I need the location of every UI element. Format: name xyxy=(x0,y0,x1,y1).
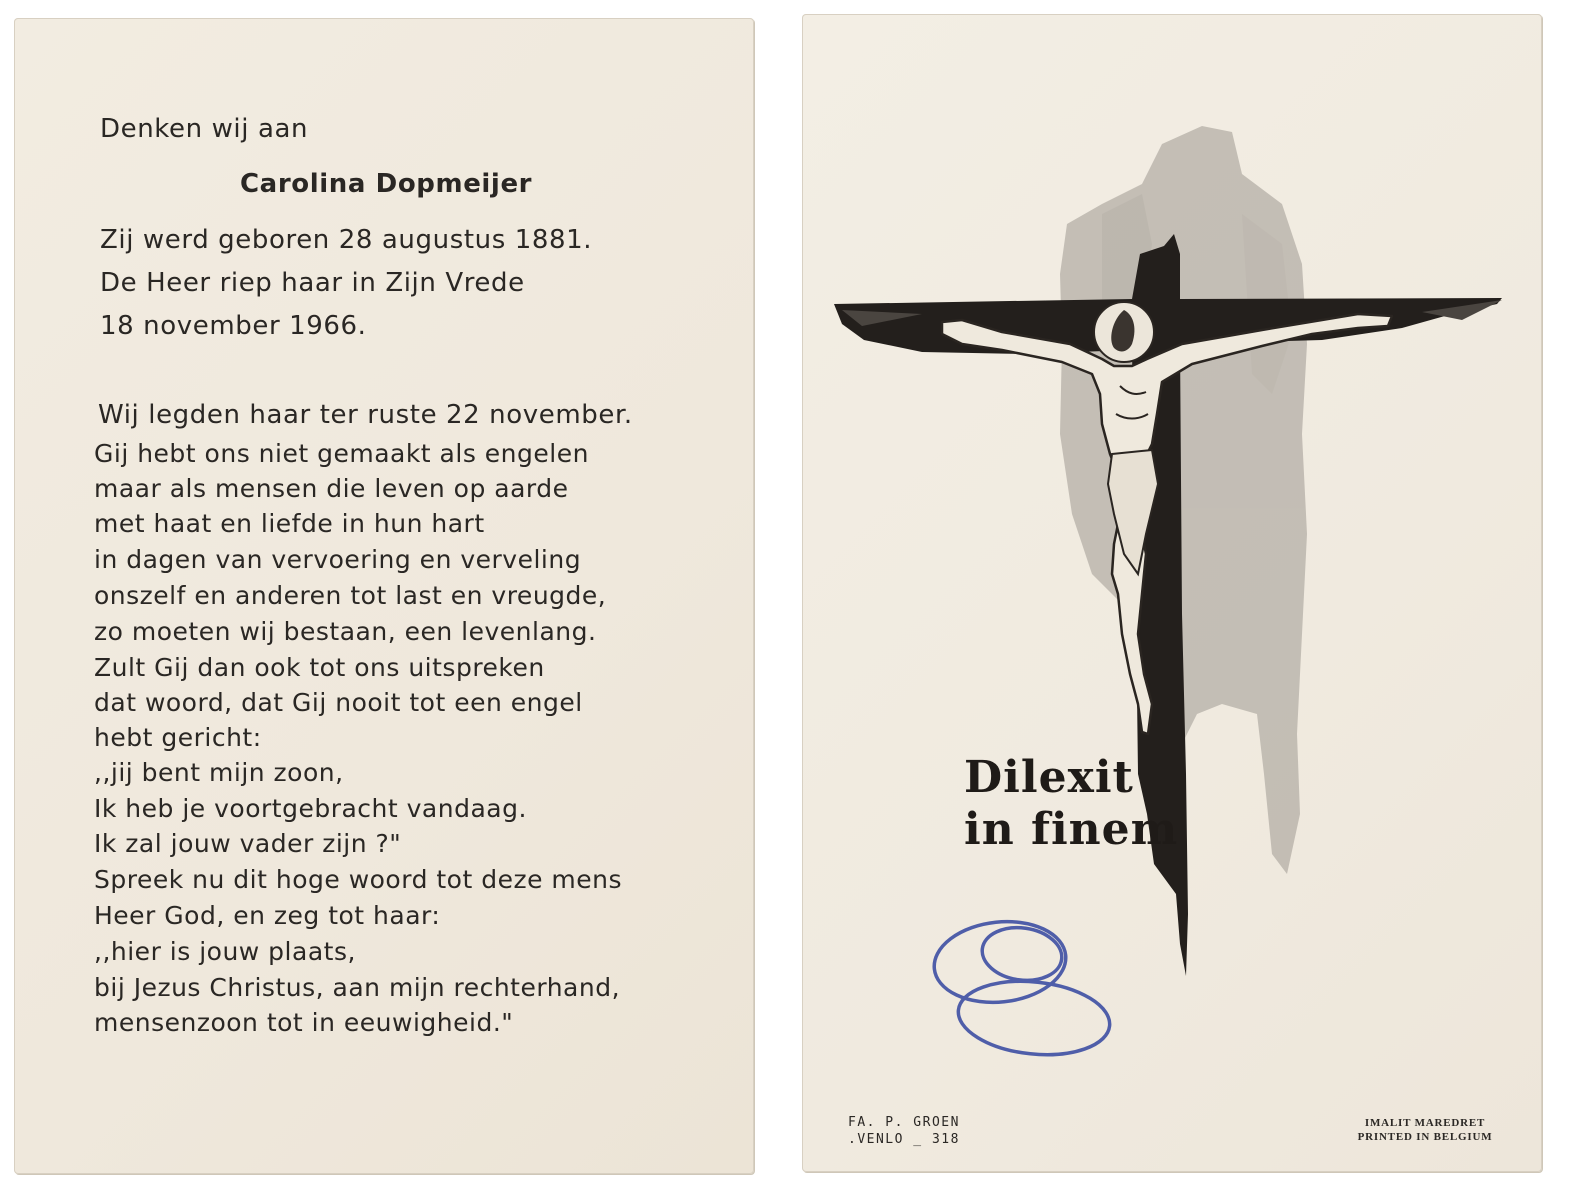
verse-line: onszelf en anderen tot last en vreugde, xyxy=(94,581,607,610)
blue-pen-scribble xyxy=(930,915,1113,1061)
memorial-card-text-side xyxy=(14,18,754,1174)
verse-line: mensenzoon tot in eeuwigheid." xyxy=(94,1008,514,1037)
verse-line: in dagen van vervoering en verveling xyxy=(94,545,582,574)
verse-line: Spreek nu dit hoge woord tot deze mens xyxy=(94,865,623,894)
verse-line: Ik heb je voortgebracht vandaag. xyxy=(94,794,527,823)
verse-line: Gij hebt ons niet gemaakt als engelen xyxy=(94,439,589,468)
verse-block xyxy=(94,439,734,1059)
printer-right-line1: IMALIT MAREDRET xyxy=(1364,1117,1486,1129)
intro-text: Denken wij aan xyxy=(100,114,309,144)
printer-right-line2: PRINTED IN BELGIUM xyxy=(1357,1131,1493,1143)
printer-left-line1: FA. P. GROEN xyxy=(848,1115,960,1130)
memorial-card-image-side xyxy=(802,14,1542,1172)
verse-line: Ik zal jouw vader zijn ?" xyxy=(94,829,402,858)
verse-line: Zult Gij dan ook tot ons uitspreken xyxy=(94,653,545,682)
verse-line: bij Jezus Christus, aan mijn rechterhand, xyxy=(94,973,621,1002)
death-line-1: De Heer riep haar in Zijn Vrede xyxy=(100,268,525,298)
cross xyxy=(834,234,1502,976)
verse-line: met haat en liefde in hun hart xyxy=(94,509,485,538)
printer-credit-left xyxy=(848,1114,960,1148)
motto-text: Dilexit in finem xyxy=(964,752,1179,855)
birth-line: Zij werd geboren 28 augustus 1881. xyxy=(100,225,593,255)
printer-left-line2: .VENLO _ 318 xyxy=(848,1132,960,1147)
verse-line: Heer God, en zeg tot haar: xyxy=(94,901,441,930)
crucifix-illustration xyxy=(802,14,1542,1172)
verse-line: ,,jij bent mijn zoon, xyxy=(94,758,344,787)
burial-line: Wij legden haar ter ruste 22 november. xyxy=(98,400,633,430)
deceased-name: Carolina Dopmeijer xyxy=(240,169,533,199)
death-line-2: 18 november 1966. xyxy=(100,311,367,341)
verse-line: maar als mensen die leven op aarde xyxy=(94,474,569,503)
printer-credit-right xyxy=(1340,1116,1510,1144)
verse-line: zo moeten wij bestaan, een levenlang. xyxy=(94,617,597,646)
verse-line: hebt gericht: xyxy=(94,723,262,752)
verse-line: dat woord, dat Gij nooit tot een engel xyxy=(94,688,583,717)
verse-line: ,,hier is jouw plaats, xyxy=(94,937,356,966)
